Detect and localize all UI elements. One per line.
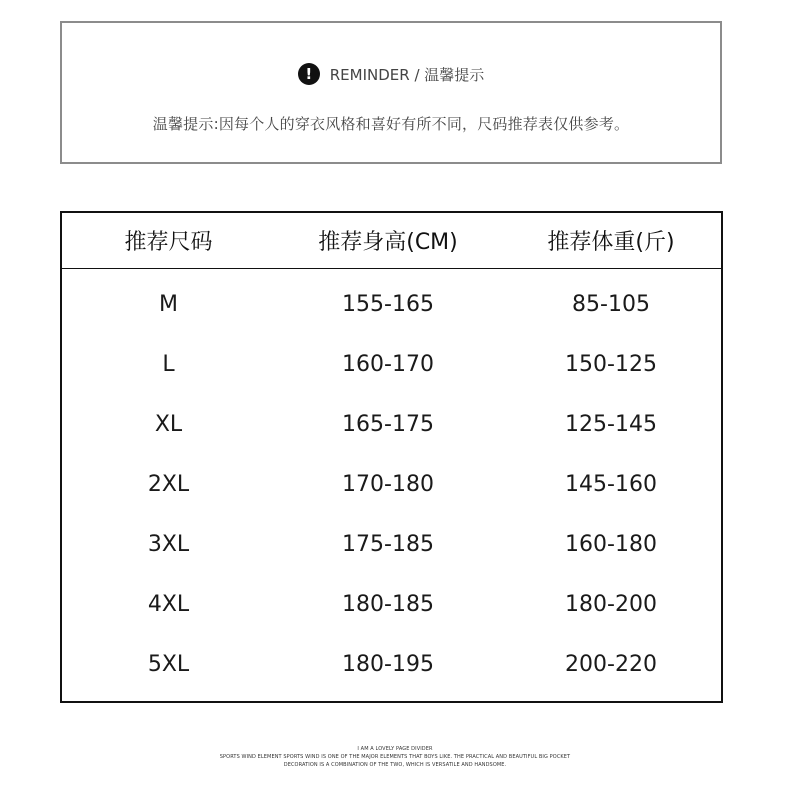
weight-cell: 150-125 xyxy=(565,351,657,377)
height-cell: 170-180 xyxy=(342,471,434,497)
divider-line-1: I AM A LOVELY PAGE DIVIDER xyxy=(357,746,433,752)
table-row xyxy=(62,274,721,334)
table-row xyxy=(62,634,721,694)
weight-cell: 85-105 xyxy=(572,291,650,317)
divider-line-3: DECORATION IS A COMBINATION OF THE TWO, WHICH IS VERSATILE AND HANDSOME. xyxy=(283,762,507,768)
header-height: 推荐身高(CM) xyxy=(318,230,458,255)
height-cell: 165-175 xyxy=(342,411,434,437)
size-cell: 5XL xyxy=(147,651,190,677)
weight-cell: 145-160 xyxy=(565,471,657,497)
page-divider-caption xyxy=(0,745,790,769)
height-cell: 175-185 xyxy=(342,531,434,557)
height-cell: 155-165 xyxy=(342,291,434,317)
height-cell: 160-170 xyxy=(342,351,434,377)
table-row xyxy=(62,574,721,634)
size-cell: XL xyxy=(154,411,183,437)
size-cell: 2XL xyxy=(147,471,190,497)
size-table xyxy=(60,211,723,703)
table-row xyxy=(62,394,721,454)
reminder-box xyxy=(60,21,722,164)
weight-cell: 180-200 xyxy=(565,591,657,617)
reminder-title: REMINDER / 温馨提示 xyxy=(329,65,485,84)
height-cell: 180-185 xyxy=(342,591,434,617)
size-cell: 3XL xyxy=(147,531,190,557)
height-cell: 180-195 xyxy=(342,651,434,677)
table-header xyxy=(62,213,721,269)
size-cell: L xyxy=(162,351,175,377)
table-row xyxy=(62,514,721,574)
weight-cell: 125-145 xyxy=(565,411,657,437)
reminder-heading xyxy=(62,62,720,86)
reminder-text: 温馨提示:因每个人的穿衣风格和喜好有所不同，尺码推荐表仅供参考。 xyxy=(152,115,630,133)
table-row xyxy=(62,454,721,514)
size-cell: M xyxy=(159,291,178,317)
weight-cell: 200-220 xyxy=(565,651,657,677)
divider-line-2: SPORTS WIND ELEMENT SPORTS WIND IS ONE OF THE MAJOR ELEMENTS THAT BOYS LIKE. THE PRACTICAL AND BEAUTIFUL BIG POCKET xyxy=(219,754,571,760)
exclamation-circle-icon: ! xyxy=(298,63,320,85)
table-row xyxy=(62,334,721,394)
header-size: 推荐尺码 xyxy=(124,230,213,255)
table-body xyxy=(62,269,721,694)
header-weight: 推荐体重(斤) xyxy=(547,230,675,255)
size-cell: 4XL xyxy=(147,591,190,617)
weight-cell: 160-180 xyxy=(565,531,657,557)
